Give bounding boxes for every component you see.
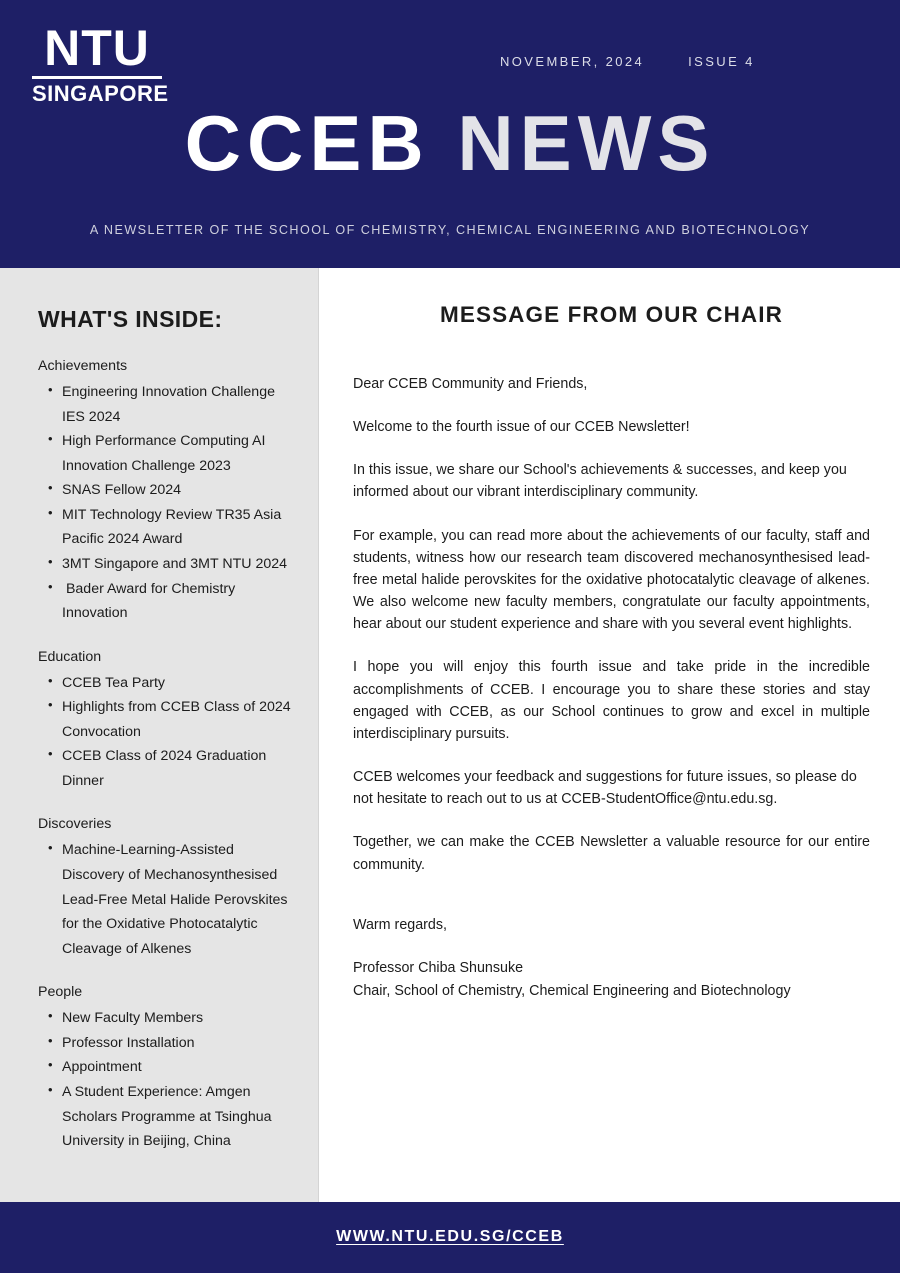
contents-item-list: [38, 1006, 298, 1153]
issue-date: NOVEMBER, 2024: [500, 54, 645, 69]
contents-item[interactable]: • New Faculty Members: [62, 1006, 298, 1031]
message-paragraph: For example, you can read more about the achievements of our faculty, staff and students, witness how our research team discovered mechanosynthesised lead-free metal halide perovskites for the oxidative photocatalytic cleavage of alkenes. We also welcome new faculty members, congratulate our faculty appointments, hear about our student experience and share with you several event highlights.: [353, 527, 870, 633]
contents-sidebar: [0, 268, 319, 1202]
message-paragraph: Welcome to the fourth issue of our CCEB Newsletter!: [353, 419, 690, 436]
contents-item-list: [38, 671, 298, 794]
message-paragraph: CCEB welcomes your feedback and suggestions for future issues, so please do not hesitate to reach out to us at CCEB-StudentOffice@ntu.edu.sg.: [353, 769, 857, 808]
ntu-logo: [32, 20, 169, 106]
title-part-one: CCEB: [184, 99, 430, 187]
contents-item[interactable]: • CCEB Tea Party: [62, 671, 298, 696]
message-paragraph: Together, we can make the CCEB Newsletter a valuable resource for our entire community.: [353, 834, 870, 873]
contents-category-label: Discoveries: [38, 816, 112, 833]
contents-section: [38, 646, 298, 794]
ntu-logo-primary: NTU: [44, 20, 150, 76]
contents-section: [38, 981, 298, 1153]
message-paragraph: Dear CCEB Community and Friends,: [353, 376, 588, 392]
contents-item[interactable]: • Professor Installation: [62, 1031, 298, 1056]
website-link[interactable]: WWW.NTU.EDU.SG/CCEB: [336, 1228, 564, 1245]
contents-item[interactable]: • A Student Experience: Amgen Scholars Programme at Tsinghua University in Beijing, China: [62, 1080, 298, 1154]
contents-section: [38, 813, 298, 961]
issue-meta: [500, 54, 860, 69]
contents-item-list: [38, 380, 298, 626]
contents-item[interactable]: • Machine-Learning-Assisted Discovery of Mechanosynthesised Lead-Free Metal Halide Perovskites for the Oxidative Photocatalytic Cleavage of Alkenes: [62, 838, 298, 961]
contents-item[interactable]: • MIT Technology Review TR35 Asia Pacific 2024 Award: [62, 503, 298, 552]
newsletter-subtitle: A NEWSLETTER OF THE SCHOOL OF CHEMISTRY, CHEMICAL ENGINEERING AND BIOTECHNOLOGY: [89, 223, 811, 237]
contents-item[interactable]: • Engineering Innovation Challenge IES 2024: [62, 380, 298, 429]
issue-number: ISSUE 4: [688, 54, 755, 69]
contents-item[interactable]: • SNAS Fellow 2024: [62, 478, 298, 503]
chair-message-column: [320, 268, 900, 1202]
contents-category-label: People: [38, 984, 83, 1001]
signature-name: Professor Chiba Shunsuke: [353, 959, 524, 976]
chair-message-title: MESSAGE FROM OUR CHAIR: [440, 302, 783, 327]
signature-role: Chair, School of Chemistry, Chemical Engineering and Biotechnology: [353, 982, 791, 999]
contents-item[interactable]: • High Performance Computing AI Innovation Challenge 2023: [62, 429, 298, 478]
contents-item[interactable]: • Appointment: [62, 1055, 298, 1080]
contents-item-list: [38, 838, 298, 961]
contents-category-label: Education: [38, 648, 102, 665]
newsletter-header: [0, 0, 900, 268]
message-paragraph: I hope you will enjoy this fourth issue and take pride in the incredible accomplishments of CCEB. I encourage you to share these stories and stay engaged with CCEB, as our School continues to grow and excel in multiple interdisciplinary pursuits.: [353, 659, 870, 742]
contents-heading: WHAT'S INSIDE:: [38, 306, 223, 332]
newsletter-footer: [0, 1202, 900, 1273]
contents-item[interactable]: • CCEB Class of 2024 Graduation Dinner: [62, 744, 298, 793]
ntu-logo-secondary: SINGAPORE: [32, 81, 169, 106]
message-signoff: Warm regards,: [353, 916, 448, 933]
title-part-two: NEWS: [457, 99, 716, 187]
ntu-logo-rule: [32, 76, 162, 79]
contents-sections: [38, 355, 298, 1154]
newsletter-body: [0, 268, 900, 1202]
contents-section: [38, 355, 298, 626]
contents-category-label: Achievements: [38, 358, 128, 374]
contents-item[interactable]: • Bader Award for Chemistry Innovation: [62, 577, 298, 626]
contents-item[interactable]: • 3MT Singapore and 3MT NTU 2024: [62, 552, 298, 577]
newsletter-title: [0, 99, 900, 187]
message-paragraph: In this issue, we share our School's achievements & successes, and keep you informed about our vibrant interdisciplinary community.: [353, 462, 847, 501]
signature-spacer: [353, 876, 870, 914]
contents-item[interactable]: • Highlights from CCEB Class of 2024 Convocation: [62, 695, 298, 744]
